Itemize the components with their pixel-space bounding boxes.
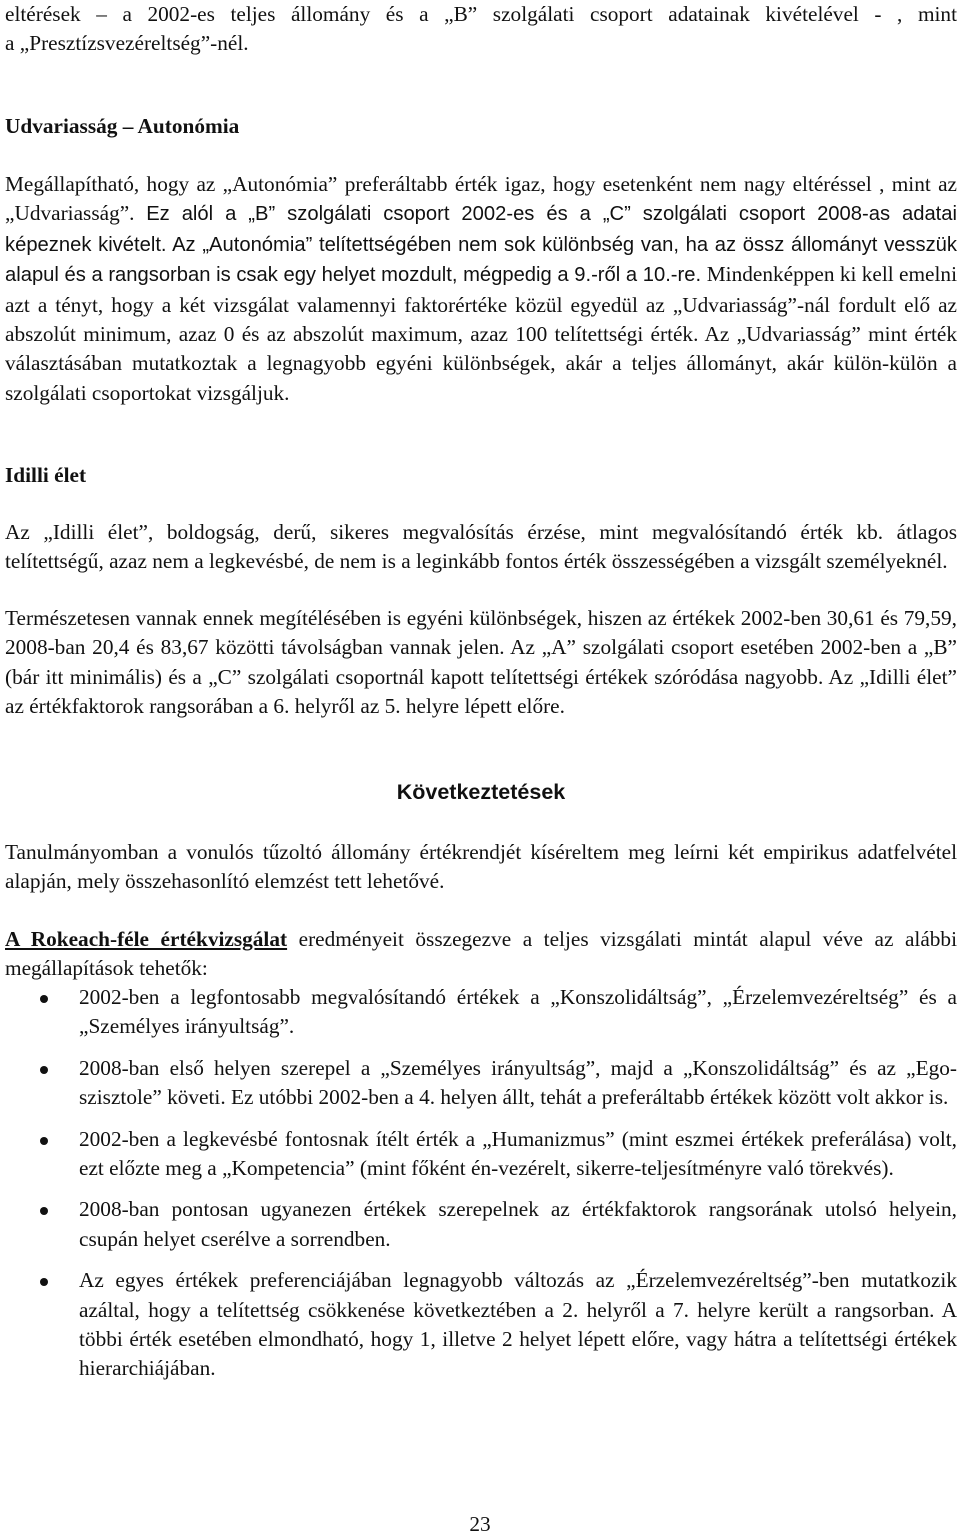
bullet-icon <box>40 995 48 1003</box>
bullet-icon <box>40 1207 48 1215</box>
list-item <box>5 983 957 1042</box>
idilli-text-2: Természetesen vannak ennek megítélésében is egyéni különbségek, hiszen az értékek 2002-ben 30,61 és 79,59, 2008-ban 20,4 és 83,67 közötti távolságban vannak jelen. Az „A” szolgálati csoport esetében 2002-ben a „B” (bár itt minimális) és a „C” szolgálati csoportnál kapott telítettségi értékek szóródása nagyobb. Az „Idilli élet” az értékfaktorok rangsorában a 6. helyről az 5. helyre lépett előre. <box>5 606 957 719</box>
continuation-paragraph <box>5 0 957 59</box>
udvariassag-text-b: Ez alól a „B” szolgálati csoport 2002-es és a „C” szolgálati csoport 2008-as adatai képeznek kivételt. Az „Autonómia” telítettségében nem sok különbség van, ha az össz állományt vesszük alapul és a rangsorban is csak egy helyet mozdult, mégpedig a 9.-ről a 10.-re. <box>5 203 957 287</box>
section-idilli <box>5 461 957 490</box>
page-number: 23 <box>469 1512 491 1536</box>
list-item-text: 2002-ben a legkevésbé fontosnak ítélt érték a „Humanizmus” (mint eszmei értékek preferálása) volt, ezt előzte meg a „Kompetencia” (mint főként én-vezérelt, sikerre-teljesítményre való törekvés). <box>79 1126 957 1181</box>
section-kovetkeztetesek <box>5 778 957 807</box>
section-heading-udvariassag: Udvariasság – Autonómia <box>5 114 240 138</box>
udvariassag-text-c: Mindenképpen ki kell emelni azt a tényt, hogy a két vizsgálat valamennyi faktorértéke közül egyedül az „Udvariasság”-nál fordult elő az abszolút minimum, azaz 0 és az abszolút maximum, azaz 100 telítettségi érték. Az „Udvariasság” mint érték választásában mutatkoztak a legnagyobb egyéni különbségek, akár a teljes állományt, akár külön-külön a szolgálati csoportokat vizsgáljuk. <box>5 262 957 405</box>
udvariassag-text-a: Megállapítható, hogy az „Autonómia” preferáltabb érték igaz, hogy esetenként nem nagy eltéréssel , mint az „Udvariasság”. <box>5 172 957 226</box>
idilli-paragraph-2 <box>5 604 957 722</box>
idilli-text-1: Az „Idilli élet”, boldogság, derű, sikeres megvalósítás érzése, mint megvalósítandó érték kb. átlagos telítettségű, azaz nem a legkevésbé, de nem is a leginkább fontos érték összességében a vizsgált személyeknél. <box>5 520 957 574</box>
list-item <box>5 1054 957 1113</box>
continuation-line-1: eltérések – a 2002-es teljes állomány és a „B” szolgálati csoport adatainak kivételével - , mint <box>5 2 957 26</box>
bullet-icon <box>40 1278 48 1286</box>
list-item <box>5 1195 957 1254</box>
udvariassag-paragraph <box>5 170 957 408</box>
idilli-paragraph-1 <box>5 518 957 577</box>
bullet-icon <box>40 1066 48 1074</box>
list-item-text: 2002-ben a legfontosabb megvalósítandó értékek a „Konszolidáltság”, „Érzelemvezéreltség” és a „Személyes irányultság”. <box>79 985 957 1039</box>
findings-list <box>5 983 957 1384</box>
list-item <box>5 1266 957 1384</box>
kovetkeztetesek-paragraph-1 <box>5 838 957 897</box>
section-heading-idilli: Idilli élet <box>5 463 87 487</box>
kovetkeztetesek-text-2: eredményeit összegezve a teljes vizsgálati mintát alapul véve az alábbi megállapítások tehetők: <box>5 927 957 981</box>
section-udvariassag <box>5 112 957 141</box>
kovetkeztetesek-text-1: Tanulmányomban a vonulós tűzoltó állomány értékrendjét kíséreltem meg leírni két empirikus adatfelvétel alapján, mely összehasonlító elemzést tett lehetővé. <box>5 840 957 894</box>
findings-list-container <box>5 983 957 1384</box>
kovetkeztetesek-paragraph-2 <box>5 925 957 984</box>
list-item-text: 2008-ban első helyen szerepel a „Személyes irányultság”, majd a „Konszolidáltság” és az „Ego-szisztole” követi. Ez utóbbi 2002-ben a 4. helyen állt, tehát a preferáltabb értékek között volt akkor is. <box>79 1055 957 1110</box>
section-heading-kovetkeztetesek: Következtetések <box>396 780 566 804</box>
continuation-line-2: a „Presztízsvezéreltség”-nél. <box>5 31 249 56</box>
rokeach-title: A Rokeach-féle értékvizsgálat <box>5 927 288 951</box>
list-item-text: Az egyes értékek preferenciájában legnagyobb változás az „Érzelemvezéreltség”-ben mutatkozik azáltal, hogy a telítettség csökkenése következtében a 2. helyről a 7. helyre került a rangsorban. A többi érték esetében elmondható, hogy 1, illetve 2 helyet lépett előre, vagy hátra a telítettségi értékek hierarchiájában. <box>79 1268 957 1381</box>
list-item <box>5 1125 957 1184</box>
bullet-icon <box>40 1137 48 1145</box>
list-item-text: 2008-ban pontosan ugyanezen értékek szerepelnek az értékfaktorok rangsorának utolsó helyein, csupán helyet cserélve a sorrendben. <box>79 1197 957 1251</box>
